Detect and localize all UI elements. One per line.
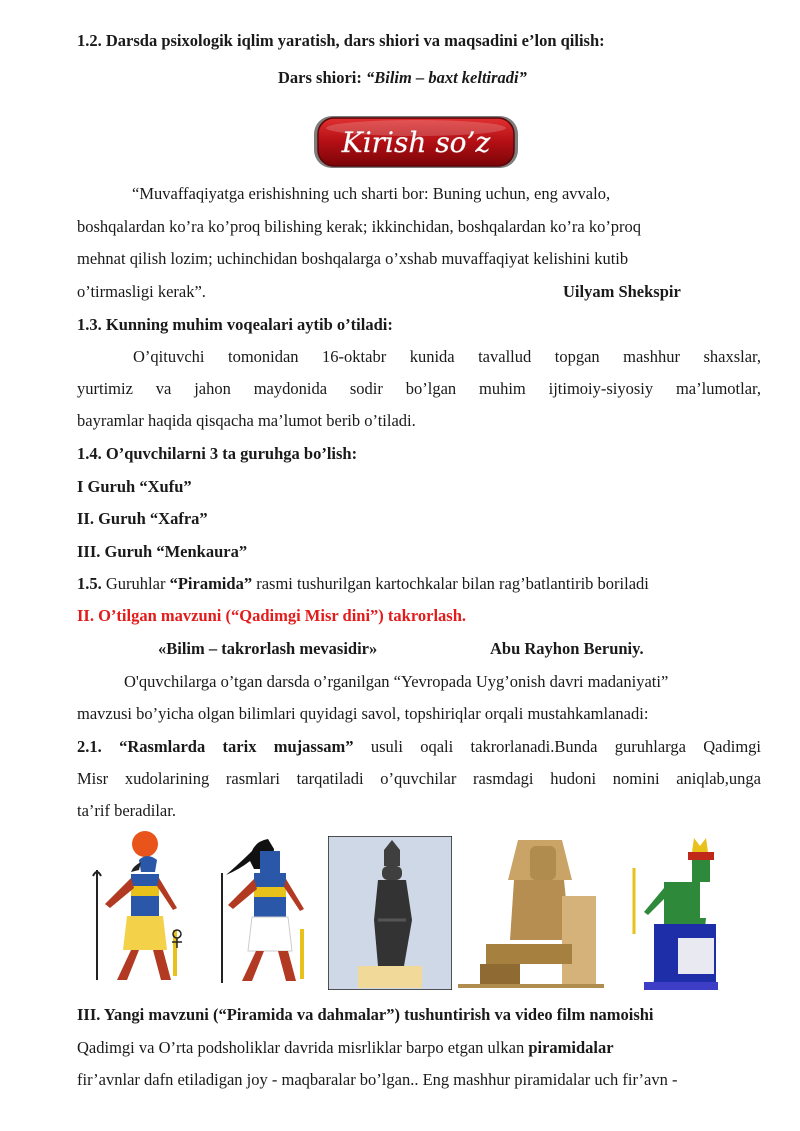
motto-label: Dars shiori: <box>278 68 366 87</box>
section-heading-3: III. Yangi mavzuni (“Piramida va dahmalar”) tushuntirish va video film namoishi <box>77 1005 654 1024</box>
ra-god-image <box>83 830 193 990</box>
section-number: 1.5. <box>77 574 102 593</box>
osiris-statue-image <box>328 836 452 990</box>
paragraph-line: mavzusi bo’yicha olgan bilimlari quyidagi savol, topshiriqlar orqali mustahkamlanadi: <box>77 704 649 723</box>
section-bold-text: “Piramida” <box>169 574 253 593</box>
section-text: Qadimgi va O’rta podsholiklar davrida misrliklar barpo etgan ulkan <box>77 1038 529 1057</box>
section-text: rasmi tushurilgan kartochkalar bilan rag’batlantirib boriladi <box>252 574 649 593</box>
section-heading-2: II. O’tilgan mavzuni (“Qadimgi Misr dini”) takrorlash. <box>77 606 467 625</box>
paragraph-line: Misr xudolarining rasmlari tarqatiladi o’quvchilar rasmdagi hudoni nomini aniqlab,unga <box>77 769 761 788</box>
section-text: usuli oqali takrorlanadi.Bunda guruhlarga Qadimgi <box>353 737 761 756</box>
section-heading-1-3: 1.3. Kunning muhim voqealari aytib o’tiladi: <box>77 315 393 334</box>
nefertum-god-image <box>614 834 724 992</box>
paragraph-line: fir’avnlar dafn etiladigan joy - maqbaralar bo’lgan.. Eng mashhur piramidalar uch fir’avn - <box>77 1070 678 1089</box>
motto-text: “Bilim – baxt keltiradi” <box>366 68 527 87</box>
section-heading-2-1: 2.1. “Rasmlarda tarix mujassam” <box>77 737 354 756</box>
paragraph-line: O'quvchilarga o’tgan darsda o’rganilgan “Yevropada Uyg’onish davri madaniyati” <box>124 672 669 691</box>
saying: «Bilim – takrorlash mevasidir» <box>158 639 378 658</box>
paragraph-line <box>77 1037 614 1059</box>
section-heading-1-2: 1.2. Darsda psixologik iqlim yaratish, dars shiori va maqsadini e’lon qilish: <box>77 31 605 50</box>
quote-line: “Muvaffaqiyatga erishishning uch sharti bor: Buning uchun, eng avvalo, <box>132 184 611 203</box>
thoth-god-image <box>208 833 318 990</box>
paragraph-line: yurtimiz va jahon maydonida sodir bo’lgan muhim ijtimoiy-siyosiy ma’lumotlar, <box>77 379 761 398</box>
quote-line: mehnat qilish lozim; uchinchidan boshqalarga o’xshab muvaffaqiyat kelishini kutib <box>77 249 629 268</box>
kirish-soz-banner <box>312 110 520 174</box>
quote-author: Uilyam Shekspir <box>563 282 681 301</box>
section-1-5 <box>77 573 649 595</box>
group-item: II. Guruh “Xafra” <box>77 509 208 528</box>
group-item: III. Guruh “Menkaura” <box>77 542 248 561</box>
lesson-motto <box>278 67 527 89</box>
banner-text: Kirish so’z <box>341 126 491 159</box>
saying-author: Abu Rayhon Beruniy. <box>490 639 644 658</box>
section-text: Guruhlar <box>101 574 170 593</box>
paragraph-line: ta’rif beradilar. <box>77 801 176 820</box>
paragraph-line: O’qituvchi tomonidan 16-oktabr kunida tavallud topgan mashhur shaxslar, <box>133 347 761 366</box>
seated-pharaoh-statue-image <box>458 836 604 990</box>
section-bold-text: piramidalar <box>528 1038 614 1057</box>
group-item: I Guruh “Xufu” <box>77 477 192 496</box>
quote-line: boshqalardan ko’ra ko’proq bilishing kerak; ikkinchidan, boshqalardan ko’ra ko’proq <box>77 217 642 236</box>
paragraph-line <box>77 736 761 758</box>
quote-line: o’tirmasligi kerak”. <box>77 282 206 301</box>
paragraph-line: bayramlar haqida qisqacha ma’lumot berib o’tiladi. <box>77 411 416 430</box>
section-heading-1-4: 1.4. O’quvchilarni 3 ta guruhga bo’lish: <box>77 444 358 463</box>
